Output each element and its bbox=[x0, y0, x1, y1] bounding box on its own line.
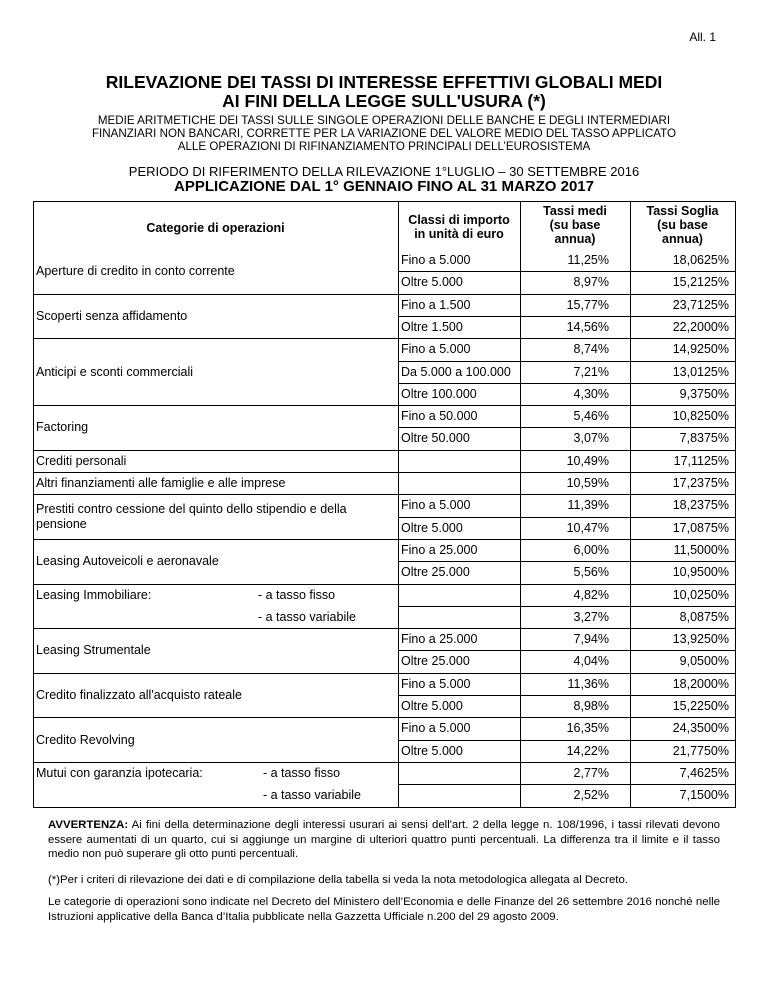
threshold-rate: 8,0875% bbox=[679, 609, 729, 624]
amount-class: Oltre 25.000 bbox=[401, 654, 470, 669]
amount-class: Oltre 25.000 bbox=[401, 565, 470, 580]
average-rate: 11,25% bbox=[567, 253, 609, 267]
threshold-rate: 9,0500% bbox=[679, 654, 729, 669]
category-label bbox=[36, 454, 126, 469]
average-rate: 7,94% bbox=[573, 632, 609, 647]
title-line-2: AI FINI DELLA LEGGE SULL'USURA (*) bbox=[222, 91, 546, 111]
category-line: Leasing Autoveicoli e aeronavale bbox=[36, 554, 219, 569]
table-rule bbox=[33, 450, 736, 451]
threshold-rate: 13,0125% bbox=[672, 364, 729, 379]
table-rule bbox=[398, 695, 736, 696]
table-rule bbox=[33, 762, 736, 763]
category-line: Leasing Immobiliare: bbox=[36, 587, 152, 602]
threshold-rate: 18,2000% bbox=[672, 676, 729, 691]
average-rate: 7,21% bbox=[573, 364, 609, 379]
header-class-line: Classi di importo bbox=[408, 213, 510, 227]
category-line: Credito finalizzato all'acquisto rateale bbox=[36, 688, 242, 702]
table-rule bbox=[630, 201, 631, 807]
amount-class: Fino a 5.000 bbox=[401, 676, 471, 691]
threshold-rate: 13,9250% bbox=[672, 632, 729, 647]
category-label bbox=[36, 502, 347, 532]
average-rate: 11,36% bbox=[567, 676, 609, 691]
table-rule bbox=[398, 561, 736, 562]
category-label bbox=[36, 588, 151, 603]
header-threshold-line: Tassi Soglia bbox=[646, 204, 719, 218]
threshold-rate: 7,4625% bbox=[679, 765, 729, 780]
table-rule bbox=[33, 539, 736, 540]
table-rule bbox=[33, 405, 736, 406]
average-rate: 11,39% bbox=[567, 498, 609, 513]
average-rate: 15,77% bbox=[566, 297, 609, 312]
table-rule bbox=[398, 427, 736, 428]
average-rate: 16,35% bbox=[566, 721, 609, 736]
warning-label: AVVERTENZA: bbox=[48, 819, 129, 831]
threshold-rate: 9,3750% bbox=[679, 386, 729, 401]
threshold-rate: 10,0250% bbox=[672, 587, 729, 602]
header-category: Categorie di operazioni bbox=[146, 221, 285, 235]
category-label bbox=[36, 365, 193, 380]
threshold-rate: 11,5000% bbox=[673, 542, 729, 557]
header-threshold-line: (su base bbox=[657, 218, 708, 232]
average-rate: 8,98% bbox=[573, 699, 609, 713]
page-subtitle bbox=[40, 114, 728, 153]
threshold-rate: 14,9250% bbox=[672, 342, 729, 357]
amount-class: Oltre 5.000 bbox=[401, 275, 463, 290]
header-average-line: annua) bbox=[554, 232, 596, 246]
header-average-rate bbox=[520, 204, 630, 246]
average-rate: 2,77% bbox=[573, 765, 609, 780]
amount-class: Oltre 100.000 bbox=[401, 386, 477, 401]
average-rate: 2,52% bbox=[573, 788, 609, 803]
rate-type-label: - a tasso fisso bbox=[258, 587, 336, 602]
table-rule bbox=[398, 383, 736, 384]
table-rule bbox=[33, 628, 736, 629]
table-rule bbox=[33, 494, 736, 495]
category-line: Scoperti senza affidamento bbox=[36, 308, 188, 323]
table-rule bbox=[33, 807, 736, 808]
average-rate: 4,82% bbox=[573, 587, 609, 602]
header-class-line: in unità di euro bbox=[414, 227, 504, 241]
threshold-rate: 24,3500% bbox=[672, 721, 729, 736]
header-class bbox=[398, 213, 520, 241]
table-rule bbox=[33, 472, 736, 473]
threshold-rate: 23,7125% bbox=[672, 297, 729, 312]
annex-label: All. 1 bbox=[689, 30, 716, 44]
average-rate: 10,47% bbox=[566, 520, 609, 535]
amount-class: Fino a 5.000 bbox=[401, 253, 471, 267]
category-line: Mutui con garanzia ipotecaria: bbox=[36, 766, 203, 781]
warning-note bbox=[48, 818, 720, 862]
category-label bbox=[36, 766, 203, 781]
category-line: Leasing Strumentale bbox=[36, 643, 151, 658]
rate-type-label: - a tasso variabile bbox=[258, 609, 356, 624]
table-rule bbox=[520, 201, 521, 807]
amount-class: Fino a 25.000 bbox=[401, 632, 478, 647]
table-rule bbox=[398, 316, 736, 317]
average-rate: 14,56% bbox=[566, 319, 609, 334]
threshold-rate: 22,2000% bbox=[672, 319, 729, 334]
category-line: Credito Revolving bbox=[36, 732, 135, 747]
average-rate: 8,97% bbox=[573, 275, 609, 290]
average-rate: 5,46% bbox=[573, 409, 609, 424]
header-threshold-line: annua) bbox=[662, 232, 703, 246]
threshold-rate: 15,2250% bbox=[672, 699, 729, 713]
average-rate: 3,27% bbox=[573, 609, 609, 624]
category-label bbox=[36, 733, 135, 748]
amount-class: Fino a 5.000 bbox=[401, 721, 471, 736]
average-rate: 14,22% bbox=[566, 743, 609, 758]
category-label bbox=[36, 309, 187, 324]
average-rate: 4,30% bbox=[573, 386, 609, 401]
category-line: Aperture di credito in conto corrente bbox=[36, 264, 235, 279]
table-rule bbox=[398, 606, 736, 607]
table-rule bbox=[398, 740, 736, 741]
threshold-rate: 17,0875% bbox=[672, 520, 729, 535]
amount-class: Fino a 50.000 bbox=[401, 409, 478, 424]
average-rate: 10,49% bbox=[566, 453, 609, 468]
amount-class: Da 5.000 a 100.000 bbox=[401, 364, 511, 379]
category-line: Anticipi e sconti commerciali bbox=[36, 364, 193, 379]
table-rule bbox=[398, 271, 736, 272]
average-rate: 10,59% bbox=[566, 476, 609, 490]
table-rule bbox=[398, 784, 736, 785]
threshold-rate: 18,2375% bbox=[672, 498, 729, 513]
amount-class: Fino a 25.000 bbox=[401, 542, 478, 557]
threshold-rate: 10,9500% bbox=[672, 565, 729, 580]
amount-class: Fino a 5.000 bbox=[401, 498, 471, 513]
table-rule bbox=[33, 294, 736, 295]
category-label bbox=[36, 264, 235, 279]
table-rule bbox=[398, 201, 399, 807]
table-rule bbox=[398, 361, 736, 362]
header-average-line: (su base bbox=[549, 218, 601, 232]
category-line: Altri finanziamenti alle famiglie e alle imprese bbox=[36, 476, 286, 491]
subtitle-line-3: ALLE OPERAZIONI DI RIFINANZIAMENTO PRINCIPALI DELL’EUROSISTEMA bbox=[177, 140, 591, 153]
header-threshold-rate bbox=[630, 204, 735, 246]
threshold-rate: 21,7750% bbox=[672, 743, 729, 758]
amount-class: Fino a 1.500 bbox=[401, 297, 471, 312]
average-rate: 3,07% bbox=[573, 431, 609, 446]
amount-class: Oltre 50.000 bbox=[401, 431, 470, 446]
threshold-rate: 7,1500% bbox=[679, 788, 729, 803]
category-line: Prestiti contro cessione del quinto dello stipendio e della bbox=[36, 501, 347, 516]
footnote: (*)Per i criteri di rilevazione dei dati e di compilazione della tabella si veda la nota metodologica allegata al Decreto. bbox=[48, 874, 628, 886]
category-line: Crediti personali bbox=[36, 453, 127, 468]
header-average-line: Tassi medi bbox=[543, 204, 607, 218]
average-rate: 8,74% bbox=[573, 342, 609, 357]
average-rate: 6,00% bbox=[573, 542, 609, 557]
threshold-rate: 15,2125% bbox=[672, 275, 729, 290]
amount-class: Oltre 1.500 bbox=[401, 319, 463, 334]
threshold-rate: 17,2375% bbox=[672, 476, 729, 490]
subtitle-line-1: MEDIE ARITMETICHE DEI TASSI SULLE SINGOLE OPERAZIONI DELLE BANCHE E DEGLI INTERMEDIARI bbox=[97, 114, 671, 127]
category-line: Factoring bbox=[36, 420, 89, 435]
table-rule bbox=[33, 717, 736, 718]
average-rate: 4,04% bbox=[573, 654, 609, 669]
application-period: APPLICAZIONE DAL 1° GENNAIO FINO AL 31 MARZO 2017 bbox=[174, 178, 594, 195]
page-title bbox=[0, 73, 768, 111]
category-label bbox=[36, 688, 242, 703]
rate-type-label: - a tasso fisso bbox=[263, 765, 341, 780]
table-rule bbox=[33, 673, 736, 674]
category-label bbox=[36, 420, 88, 435]
threshold-rate: 10,8250% bbox=[672, 409, 729, 424]
amount-class: Oltre 5.000 bbox=[401, 743, 463, 758]
table-rule bbox=[398, 650, 736, 651]
title-line-1: RILEVAZIONE DEI TASSI DI INTERESSE EFFETTIVI GLOBALI MEDI bbox=[105, 72, 663, 92]
table-rule bbox=[398, 517, 736, 518]
category-label bbox=[36, 643, 151, 658]
amount-class: Oltre 5.000 bbox=[401, 520, 463, 535]
category-line: pensione bbox=[36, 516, 87, 531]
table-rule bbox=[33, 338, 736, 339]
subtitle-line-2: FINANZIARI NON BANCARI, CORRETTE PER LA VARIAZIONE DEL VALORE MEDIO DEL TASSO APPLICATO bbox=[91, 127, 677, 140]
threshold-rate: 17,1125% bbox=[673, 453, 729, 468]
threshold-rate: 7,8375% bbox=[679, 431, 729, 446]
amount-class: Fino a 5.000 bbox=[401, 342, 471, 357]
reference-period: PERIODO DI RIFERIMENTO DELLA RILEVAZIONE 1°LUGLIO – 30 SETTEMBRE 2016 bbox=[128, 164, 640, 179]
amount-class: Oltre 5.000 bbox=[401, 699, 463, 713]
category-label bbox=[36, 554, 219, 569]
average-rate: 5,56% bbox=[573, 565, 609, 580]
table-rule bbox=[33, 584, 736, 585]
warning-text: Ai fini della determinazione degli interessi usurari ai sensi dell'art. 2 della legge n. 108/1996, i tassi rilevati devono essere aumentati di un quarto, cui si aggiunge un margine di ulteriori quattro punti percentuali. La differenza tra il limite e il tasso medio non può superare gli otto punti percentuali. bbox=[48, 819, 720, 860]
rate-type-label: - a tasso variabile bbox=[263, 788, 361, 803]
categories-note: Le categorie di operazioni sono indicate nel Decreto del Ministero dell’Economia e delle Finanze del 26 settembre 2016 nonché nelle Istruzioni applicative della Banca d’Italia pubblicate nella Gazzetta Ufficiale n.200 del 29 agosto 2009. bbox=[48, 896, 720, 923]
category-label bbox=[36, 476, 285, 491]
threshold-rate: 18,0625% bbox=[672, 253, 729, 267]
